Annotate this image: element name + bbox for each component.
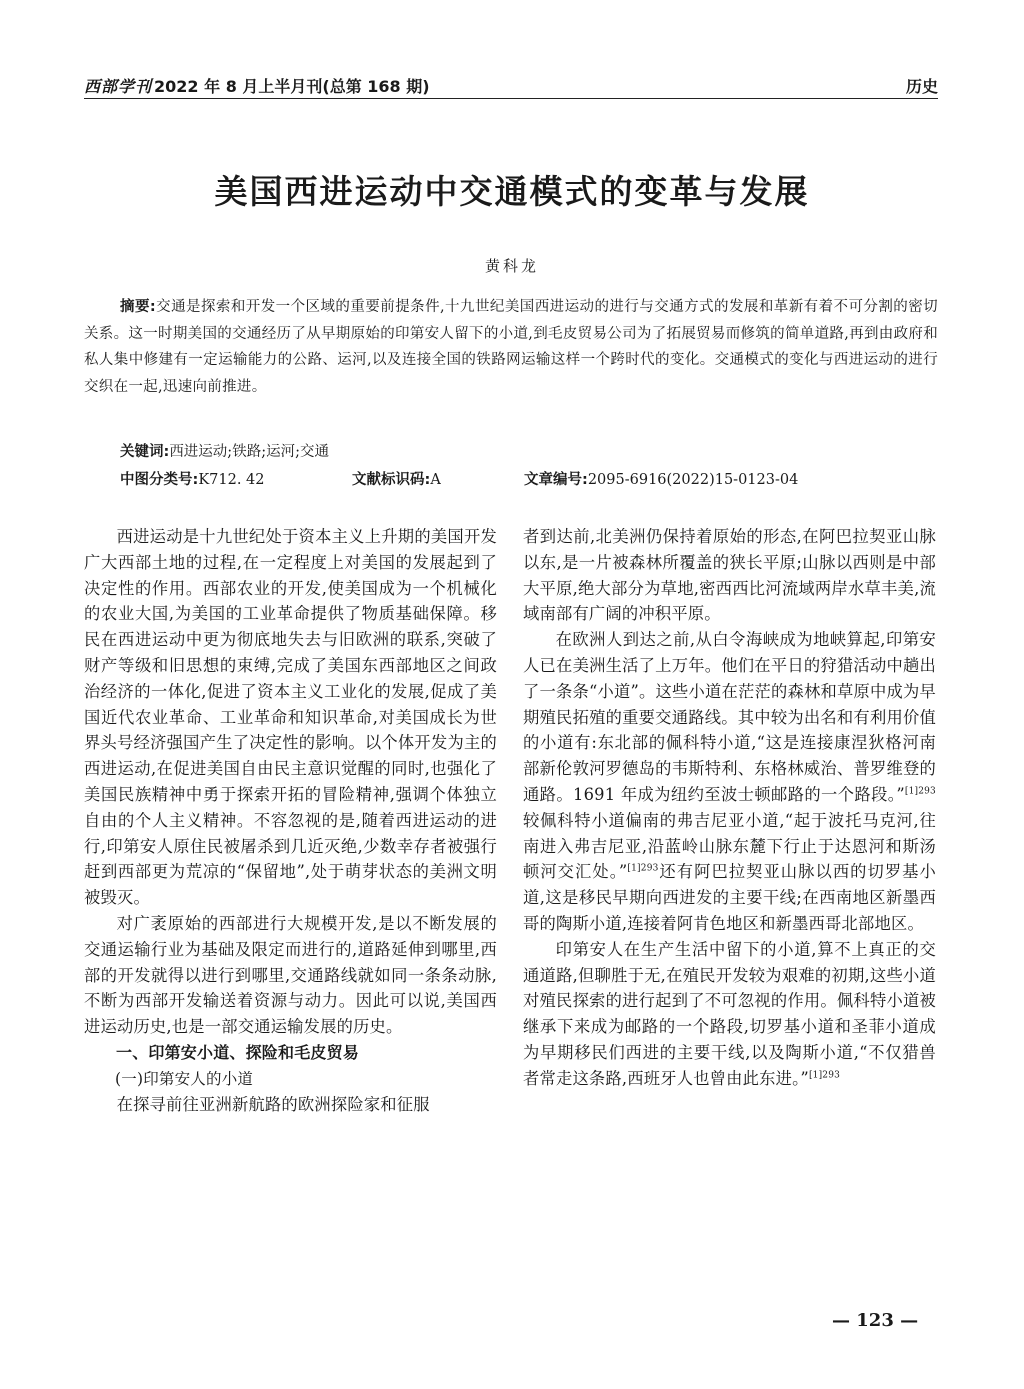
section-heading: 一、印第安小道、探险和毛皮贸易 — [116, 1042, 360, 1062]
keywords-text: 西进运动;铁路;运河;交通 — [169, 444, 329, 460]
right-column — [523, 524, 936, 1092]
article-title: 美国西进运动中交通模式的变革与发展 — [214, 172, 810, 211]
paragraph: 在探寻前往亚洲新航路的欧洲探险家和征服 — [116, 1094, 430, 1114]
abstract-label: 摘要: — [120, 299, 156, 315]
subsection-heading: (一)印第安人的小道 — [115, 1069, 254, 1088]
journal-info — [84, 74, 430, 97]
keywords — [120, 440, 329, 461]
journal-logo: 西部学刊 — [84, 77, 153, 96]
doc-value: A — [430, 472, 441, 488]
article-label: 文章编号: — [524, 472, 588, 488]
paragraph-text: 还有阿巴拉契亚山脉以西的切罗基小道,这是移民早期向西进发的主要干线;在西南地区新墨西哥的陶斯小道,连接着阿肯色地区和新墨西哥北部地区。 — [523, 862, 936, 933]
left-column — [84, 524, 497, 1118]
citation: [1]293 — [627, 863, 659, 874]
paragraph-text: 印第安人在生产生活中留下的小道,算不上真正的交通道路,但聊胜于无,在殖民开发较为艰难的初期,这些小道对殖民探索的进行起到了不可忽视的作用。佩科特小道被继承下来成为邮路的一个路段,切罗基小道和圣菲小道成为早期移民们西进的主要干线,以及陶斯小道,“不仅猎兽者常走这条路,西班牙人也曾由此东进。” — [523, 939, 936, 1088]
author-name: 黄科龙 — [484, 257, 539, 275]
paragraph — [523, 627, 936, 937]
abstract-text: 交通是探索和开发一个区域的重要前提条件,十九世纪美国西进运动的进行与交通方式的发展和革新有着不可分割的密切关系。这一时期美国的交通经历了从早期原始的印第安人留下的小道,到毛皮贸易公司为了拓展贸易而修筑的简单道路,再到由政府和私人集中修建有一定运输能力的公路、运河,以及连接全国的铁路网运输这样一个跨时代的变化。交通模式的变化与西进运动的进行交织在一起,迅速向前推进。 — [84, 299, 938, 395]
paragraph-text: 较佩科特小道偏南的弗吉尼亚小道,“起于波托马克河,往南进入弗吉尼亚,沿蓝岭山脉东麓下行止于达恩河和斯汤顿河交汇处。” — [523, 810, 936, 882]
article-value: 2095-6916(2022)15-0123-04 — [587, 472, 799, 488]
citation: [1]293 — [904, 786, 936, 797]
clc-label: 中图分类号: — [120, 472, 199, 488]
paragraph: 对广袤原始的西部进行大规模开发,是以不断发展的交通运输行业为基础及限定而进行的,道路延伸到哪里,西部的开发就得以进行到哪里,交通路线就如同一条条动脉,不断为西部开发输送着资源与动力。因此可以说,美国西进运动历史,也是一部交通运输发展的历史。 — [84, 913, 497, 1037]
issue-info: 2022 年 8 月上半月刊(总第 168 期) — [154, 77, 430, 96]
document-code — [352, 468, 441, 489]
keywords-label: 关键词: — [120, 444, 170, 460]
page-number: — 123 — — [832, 1310, 919, 1331]
paragraph: 西进运动是十九世纪处于资本主义上升期的美国开发广大西部土地的过程,在一定程度上对美国的发展起到了决定性的作用。西部农业的开发,使美国成为一个机械化的农业大国,为美国的工业革命提供了物质基础保障。移民在西进运动中更为彻底地失去与旧欧洲的联系,突破了财产等级和旧思想的束缚,完成了美国东西部地区之间政治经济的一体化,促进了资本主义工业化的发展,促成了美国近代农业革命、工业革命和知识革命,对美国成长为世界头号经济强国产生了决定性的影响。以个体开发为主的西进运动,在促进美国自由民主意识觉醒的同时,也强化了美国民族精神中勇于探索开拓的冒险精神,强调个体独立自由的个人主义精神。不容忽视的是,随着西进运动的进行,印第安人原住民被屠杀到几近灭绝,少数幸存者被强行赶到西部更为荒凉的“保留地”,处于萌芽状态的美洲文明被毁灭。 — [84, 527, 497, 908]
running-header — [84, 72, 938, 99]
paragraph-text: 在欧洲人到达之前,从白令海峡成为地峡算起,印第安人已在美洲生活了上万年。他们在平日的狩猎活动中趟出了一条条“小道”。这些小道在茫茫的森林和草原中成为早期殖民拓殖的重要交通路线。其中较为出名和有利用价值的小道有:东北部的佩科特小道,“这是连接康涅狄格河南部新伦敦河罗德岛的韦斯特利、东格林威治、普罗维登的通路。1691 年成为纽约至波士顿邮路的一个路段。” — [523, 630, 936, 804]
section-label: 历史 — [905, 77, 938, 96]
doc-label: 文献标识码: — [352, 472, 431, 488]
clc-number — [120, 468, 265, 489]
article-number — [524, 468, 798, 489]
abstract — [84, 294, 938, 400]
paragraph: 者到达前,北美洲仍保持着原始的形态,在阿巴拉契亚山脉以东,是一片被森林所覆盖的狭长平原;山脉以西则是中部大平原,绝大部分为草地,密西西比河流域两岸水草丰美,流域南部有广阔的冲积平原。 — [523, 527, 936, 624]
paragraph — [523, 937, 936, 1092]
clc-value: K712. 42 — [198, 472, 265, 488]
citation: [1]293 — [808, 1070, 841, 1081]
